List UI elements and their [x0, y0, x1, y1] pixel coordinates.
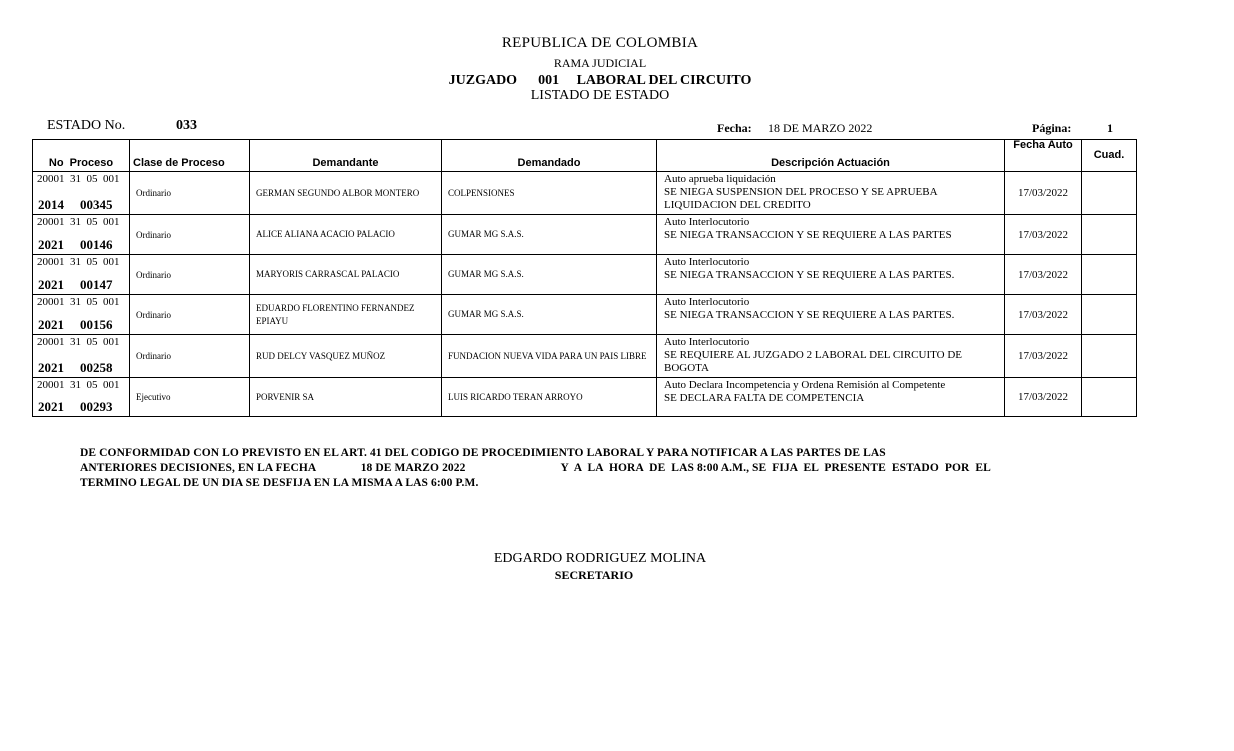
col-demandado: Demandado	[442, 140, 657, 172]
proceso-number: 00156	[80, 317, 113, 332]
cell-demandado: FUNDACION NUEVA VIDA PARA UN PAIS LIBRE	[442, 335, 657, 378]
legal-line-2-start: ANTERIORES DECISIONES, EN LA FECHA	[80, 462, 316, 474]
estado-label: ESTADO No.	[47, 118, 126, 133]
cell-demandante: EDUARDO FLORENTINO FERNANDEZ EPIAYU	[250, 295, 442, 335]
desc-title: Auto Declara Incompetencia y Ordena Remisión al Competente	[664, 379, 946, 391]
table-row	[33, 295, 1137, 335]
proceso-code: 20001 31 05 001	[37, 336, 120, 348]
cell-cuad	[1082, 378, 1137, 417]
proceso-year: 2014	[38, 197, 64, 212]
legal-line-1: DE CONFORMIDAD CON LO PREVISTO EN EL ART. 41 DEL CODIGO DE PROCEDIMIENTO LABORAL Y PARA NOTIFICAR A LAS PARTES DE LAS	[80, 447, 886, 459]
cell-descripcion	[657, 335, 1005, 378]
header-juzgado: JUZGADO 001 LABORAL DEL CIRCUITO	[448, 73, 752, 88]
cell-descripcion	[657, 172, 1005, 215]
cell-proceso	[33, 255, 130, 295]
desc-detail: SE DECLARA FALTA DE COMPETENCIA	[664, 392, 865, 404]
estado-number: 033	[176, 118, 197, 133]
pagina-value: 1	[1107, 121, 1113, 135]
cell-proceso	[33, 215, 130, 255]
desc-detail: SE REQUIERE AL JUZGADO 2 LABORAL DEL CIRCUITO DE BOGOTA	[664, 349, 963, 374]
col-demandante: Demandante	[250, 140, 442, 172]
cell-demandado: LUIS RICARDO TERAN ARROYO	[442, 378, 657, 417]
cell-proceso	[33, 378, 130, 417]
cell-demandante: PORVENIR SA	[250, 378, 442, 417]
proceso-number: 00293	[80, 399, 113, 414]
cell-proceso	[33, 295, 130, 335]
cell-demandado: GUMAR MG S.A.S.	[442, 255, 657, 295]
cell-descripcion	[657, 215, 1005, 255]
cell-fecha: 17/03/2022	[1005, 215, 1082, 255]
proceso-code: 20001 31 05 001	[37, 256, 120, 268]
cell-descripcion	[657, 295, 1005, 335]
desc-detail: SE NIEGA SUSPENSION DEL PROCESO Y SE APRUEBA LIQUIDACION DEL CREDITO	[664, 186, 937, 211]
table-row	[33, 172, 1137, 215]
cell-demandante: RUD DELCY VASQUEZ MUÑOZ	[250, 335, 442, 378]
col-fecha-auto: Fecha Auto	[1005, 140, 1082, 172]
legal-line-3: TERMINO LEGAL DE UN DIA SE DESFIJA EN LA MISMA A LAS 6:00 P.M.	[80, 477, 479, 489]
header-rama: RAMA JUDICIAL	[553, 56, 647, 70]
desc-detail: SE NIEGA TRANSACCION Y SE REQUIERE A LAS PARTES	[664, 229, 952, 241]
desc-detail: SE NIEGA TRANSACCION Y SE REQUIERE A LAS PARTES.	[664, 269, 955, 281]
header-republica: REPUBLICA DE COLOMBIA	[501, 35, 699, 51]
cell-clase: Ordinario	[130, 335, 250, 378]
proceso-year: 2021	[38, 399, 64, 414]
legal-notice	[80, 446, 1080, 491]
cell-cuad	[1082, 255, 1137, 295]
cell-clase: Ordinario	[130, 172, 250, 215]
table-row	[33, 215, 1137, 255]
table-header-row	[33, 140, 1137, 172]
firma-nombre: EDGARDO RODRIGUEZ MOLINA	[493, 551, 707, 566]
col-cuad: Cuad.	[1082, 140, 1137, 172]
cell-cuad	[1082, 172, 1137, 215]
cell-demandado: GUMAR MG S.A.S.	[442, 295, 657, 335]
proceso-year: 2021	[38, 317, 64, 332]
cell-demandado: GUMAR MG S.A.S.	[442, 215, 657, 255]
legal-line-2	[80, 461, 1080, 476]
cell-cuad	[1082, 335, 1137, 378]
cell-fecha: 17/03/2022	[1005, 378, 1082, 417]
legal-line-2-end: Y A LA HORA DE LAS 8:00 A.M., SE FIJA EL PRESENTE ESTADO POR EL	[560, 462, 991, 474]
legal-fecha: 18 DE MARZO 2022	[360, 462, 466, 474]
desc-title: Auto Interlocutorio	[664, 216, 750, 228]
col-clase-proceso: Clase de Proceso	[130, 140, 250, 172]
cell-descripcion	[657, 255, 1005, 295]
cell-demandante: MARYORIS CARRASCAL PALACIO	[250, 255, 442, 295]
proceso-year: 2021	[38, 360, 64, 375]
cell-proceso	[33, 172, 130, 215]
desc-title: Auto Interlocutorio	[664, 296, 750, 308]
col-descripcion: Descripción Actuación	[657, 140, 1005, 172]
cell-proceso	[33, 335, 130, 378]
cell-clase: Ordinario	[130, 255, 250, 295]
proceso-number: 00258	[80, 360, 113, 375]
desc-title: Auto aprueba liquidación	[664, 173, 776, 185]
estado-table	[32, 139, 1137, 417]
table-row	[33, 378, 1137, 417]
fecha-label: Fecha:	[717, 121, 752, 135]
cell-clase: Ordinario	[130, 215, 250, 255]
cell-fecha: 17/03/2022	[1005, 335, 1082, 378]
pagina-label: Página:	[1032, 121, 1072, 135]
table-row	[33, 255, 1137, 295]
proceso-code: 20001 31 05 001	[37, 379, 120, 391]
cell-fecha: 17/03/2022	[1005, 295, 1082, 335]
cell-demandado: COLPENSIONES	[442, 172, 657, 215]
firma-cargo: SECRETARIO	[554, 568, 634, 582]
proceso-year: 2021	[38, 237, 64, 252]
col-no-proceso: No Proceso	[33, 140, 130, 172]
cell-demandante: GERMAN SEGUNDO ALBOR MONTERO	[250, 172, 442, 215]
table-row	[33, 335, 1137, 378]
header-listado: LISTADO DE ESTADO	[530, 88, 670, 103]
proceso-code: 20001 31 05 001	[37, 216, 120, 228]
proceso-code: 20001 31 05 001	[37, 173, 120, 185]
proceso-number: 00146	[80, 237, 113, 252]
desc-title: Auto Interlocutorio	[664, 336, 750, 348]
cell-demandante: ALICE ALIANA ACACIO PALACIO	[250, 215, 442, 255]
proceso-number: 00345	[80, 197, 113, 212]
proceso-number: 00147	[80, 277, 113, 292]
proceso-year: 2021	[38, 277, 64, 292]
fecha-value: 18 DE MARZO 2022	[768, 121, 873, 135]
cell-cuad	[1082, 215, 1137, 255]
desc-detail: SE NIEGA TRANSACCION Y SE REQUIERE A LAS PARTES.	[664, 309, 955, 321]
cell-fecha: 17/03/2022	[1005, 172, 1082, 215]
proceso-code: 20001 31 05 001	[37, 296, 120, 308]
desc-title: Auto Interlocutorio	[664, 256, 750, 268]
cell-clase: Ordinario	[130, 295, 250, 335]
cell-cuad	[1082, 295, 1137, 335]
cell-descripcion	[657, 378, 1005, 417]
cell-clase: Ejecutivo	[130, 378, 250, 417]
cell-fecha: 17/03/2022	[1005, 255, 1082, 295]
